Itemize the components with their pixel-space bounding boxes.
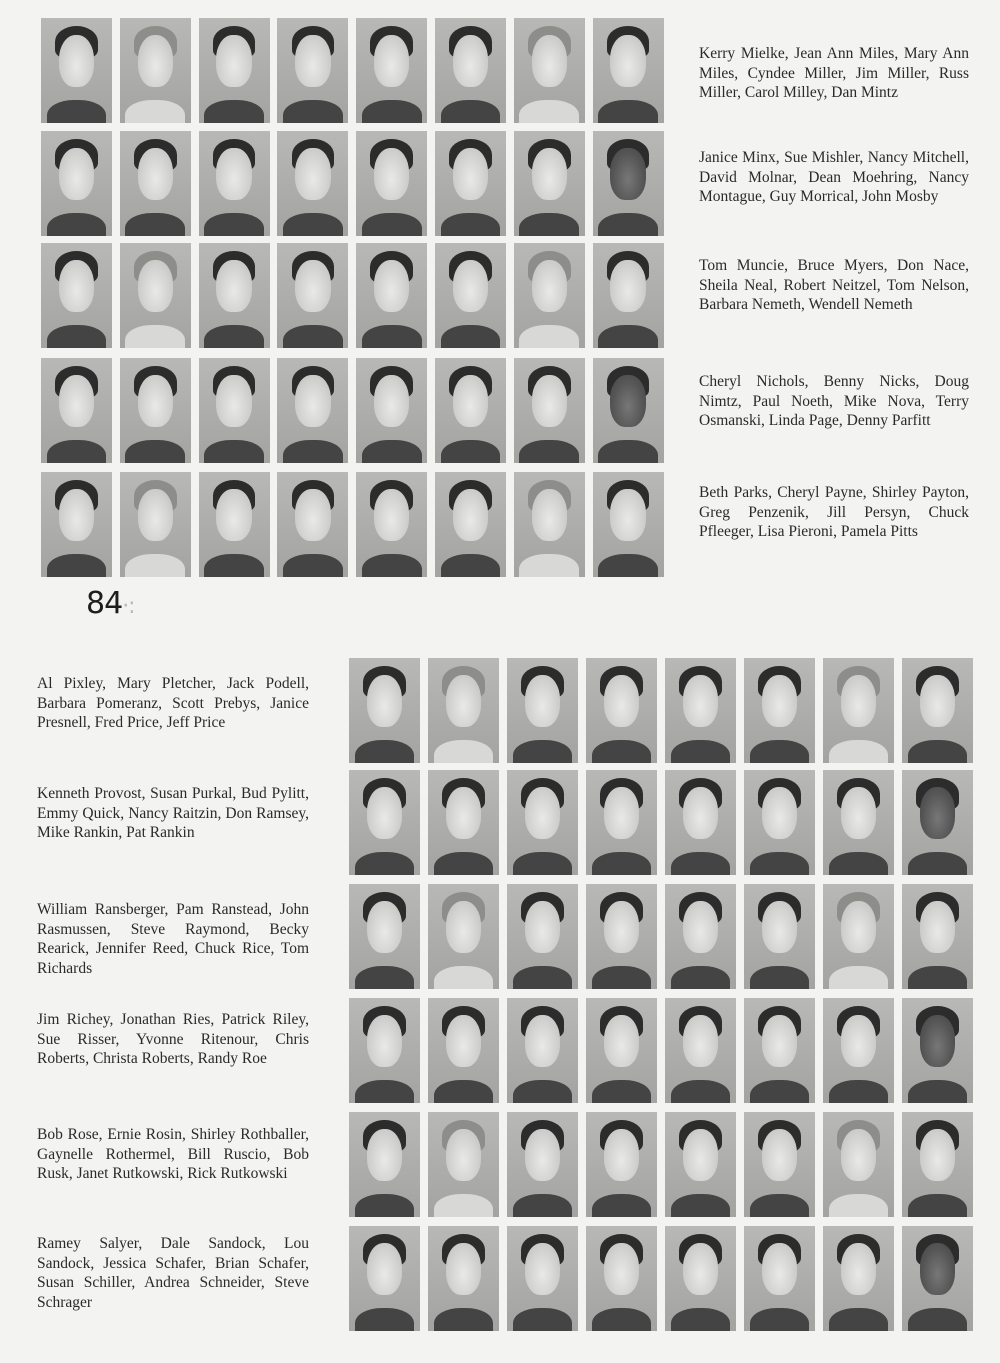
top-caption-row-2: Janice Minx, Sue Mishler, Nancy Mitchell, David Molnar, Dean Moehring, Nancy Montague, Guy Morrical, John Mosby [699,149,969,206]
portrait-photo [356,18,427,123]
portrait-photo [349,770,420,875]
bottom-caption-row-2: Kenneth Provost, Susan Purkal, Bud Pylitt, Emmy Quick, Nancy Raitzin, Don Ramsey, Mike Rankin, Pat Rankin [37,785,309,842]
portrait-photo [199,472,270,577]
top-caption-row-4: Cheryl Nichols, Benny Nicks, Doug Nimtz, Paul Noeth, Mike Nova, Terry Osmanski, Linda Page, Denny Parfitt [699,373,969,430]
portrait-photo [277,131,348,236]
portrait-photo [356,472,427,577]
portrait-photo [823,884,894,989]
page-number-smudge: ·: [122,594,135,619]
portrait-photo [665,1226,736,1331]
portrait-photo [120,18,191,123]
portrait-photo [41,358,112,463]
portrait-photo [349,658,420,763]
portrait-photo [744,884,815,989]
portrait-photo [199,131,270,236]
portrait-photo [902,658,973,763]
portrait-photo [349,1226,420,1331]
bottom-caption-row-3: William Ransberger, Pam Ranstead, John Rasmussen, Steve Raymond, Becky Rearick, Jennifer Reed, Chuck Rice, Tom Richards [37,901,309,977]
portrait-photo [823,1226,894,1331]
portrait-photo [902,1112,973,1217]
portrait-photo [435,358,506,463]
portrait-photo [586,998,657,1103]
portrait-photo [507,998,578,1103]
bottom-caption-row-5: Bob Rose, Ernie Rosin, Shirley Rothballer, Gaynelle Rothermel, Bill Ruscio, Bob Rusk, Janet Rutkowski, Rick Rutkowski [37,1126,309,1183]
portrait-photo [586,1226,657,1331]
bottom-caption-row-6: Ramey Salyer, Dale Sandock, Lou Sandock, Jessica Schafer, Brian Schafer, Susan Schiller, Andrea Schneider, Steve Schrager [37,1235,309,1311]
bottom-caption-row-4: Jim Richey, Jonathan Ries, Patrick Riley, Sue Risser, Yvonne Ritenour, Chris Roberts, Christa Roberts, Randy Roe [37,1011,309,1068]
portrait-photo [199,243,270,348]
portrait-photo [593,358,664,463]
portrait-photo [514,243,585,348]
portrait-photo [902,770,973,875]
portrait-photo [428,658,499,763]
portrait-photo [120,472,191,577]
portrait-photo [356,243,427,348]
portrait-photo [744,1112,815,1217]
portrait-photo [823,1112,894,1217]
portrait-photo [507,770,578,875]
portrait-photo [435,243,506,348]
portrait-photo [744,1226,815,1331]
portrait-photo [356,358,427,463]
portrait-photo [507,884,578,989]
portrait-photo [593,472,664,577]
portrait-photo [514,472,585,577]
portrait-photo [823,998,894,1103]
page-number-value: 84 [86,586,123,621]
top-caption-row-5: Beth Parks, Cheryl Payne, Shirley Payton, Greg Penzenik, Jill Persyn, Chuck Pfleeger, Lisa Pieroni, Pamela Pitts [699,484,969,541]
portrait-photo [823,658,894,763]
portrait-photo [199,358,270,463]
portrait-photo [823,770,894,875]
top-caption-row-3: Tom Muncie, Bruce Myers, Don Nace, Sheila Neal, Robert Neitzel, Tom Nelson, Barbara Nemeth, Wendell Nemeth [699,257,969,314]
portrait-photo [586,770,657,875]
portrait-photo [902,884,973,989]
portrait-photo [120,358,191,463]
portrait-photo [665,884,736,989]
portrait-photo [120,131,191,236]
portrait-photo [277,243,348,348]
portrait-photo [120,243,191,348]
portrait-photo [41,131,112,236]
portrait-photo [507,658,578,763]
portrait-photo [277,472,348,577]
portrait-photo [665,658,736,763]
portrait-photo [744,998,815,1103]
portrait-photo [514,131,585,236]
portrait-photo [435,18,506,123]
portrait-photo [665,998,736,1103]
portrait-photo [586,884,657,989]
portrait-photo [41,472,112,577]
portrait-photo [593,243,664,348]
portrait-photo [593,131,664,236]
portrait-photo [744,658,815,763]
top-caption-row-1: Kerry Mielke, Jean Ann Miles, Mary Ann Miles, Cyndee Miller, Jim Miller, Russ Miller, Carol Milley, Dan Mintz [699,45,969,102]
portrait-photo [593,18,664,123]
page-number [86,586,135,621]
portrait-photo [902,998,973,1103]
portrait-photo [744,770,815,875]
portrait-photo [665,1112,736,1217]
portrait-photo [277,18,348,123]
portrait-photo [428,884,499,989]
portrait-photo [349,884,420,989]
portrait-photo [507,1112,578,1217]
portrait-photo [665,770,736,875]
portrait-photo [428,1112,499,1217]
bottom-caption-row-1: Al Pixley, Mary Pletcher, Jack Podell, Barbara Pomeranz, Scott Prebys, Janice Presnell, Fred Price, Jeff Price [37,675,309,732]
portrait-photo [277,358,348,463]
portrait-photo [428,770,499,875]
portrait-photo [356,131,427,236]
portrait-photo [514,358,585,463]
portrait-photo [514,18,585,123]
portrait-photo [902,1226,973,1331]
portrait-photo [199,18,270,123]
portrait-photo [41,243,112,348]
portrait-photo [586,1112,657,1217]
portrait-photo [428,1226,499,1331]
portrait-photo [586,658,657,763]
portrait-photo [507,1226,578,1331]
portrait-photo [41,18,112,123]
portrait-photo [428,998,499,1103]
portrait-photo [349,998,420,1103]
portrait-photo [435,131,506,236]
portrait-photo [349,1112,420,1217]
portrait-photo [435,472,506,577]
